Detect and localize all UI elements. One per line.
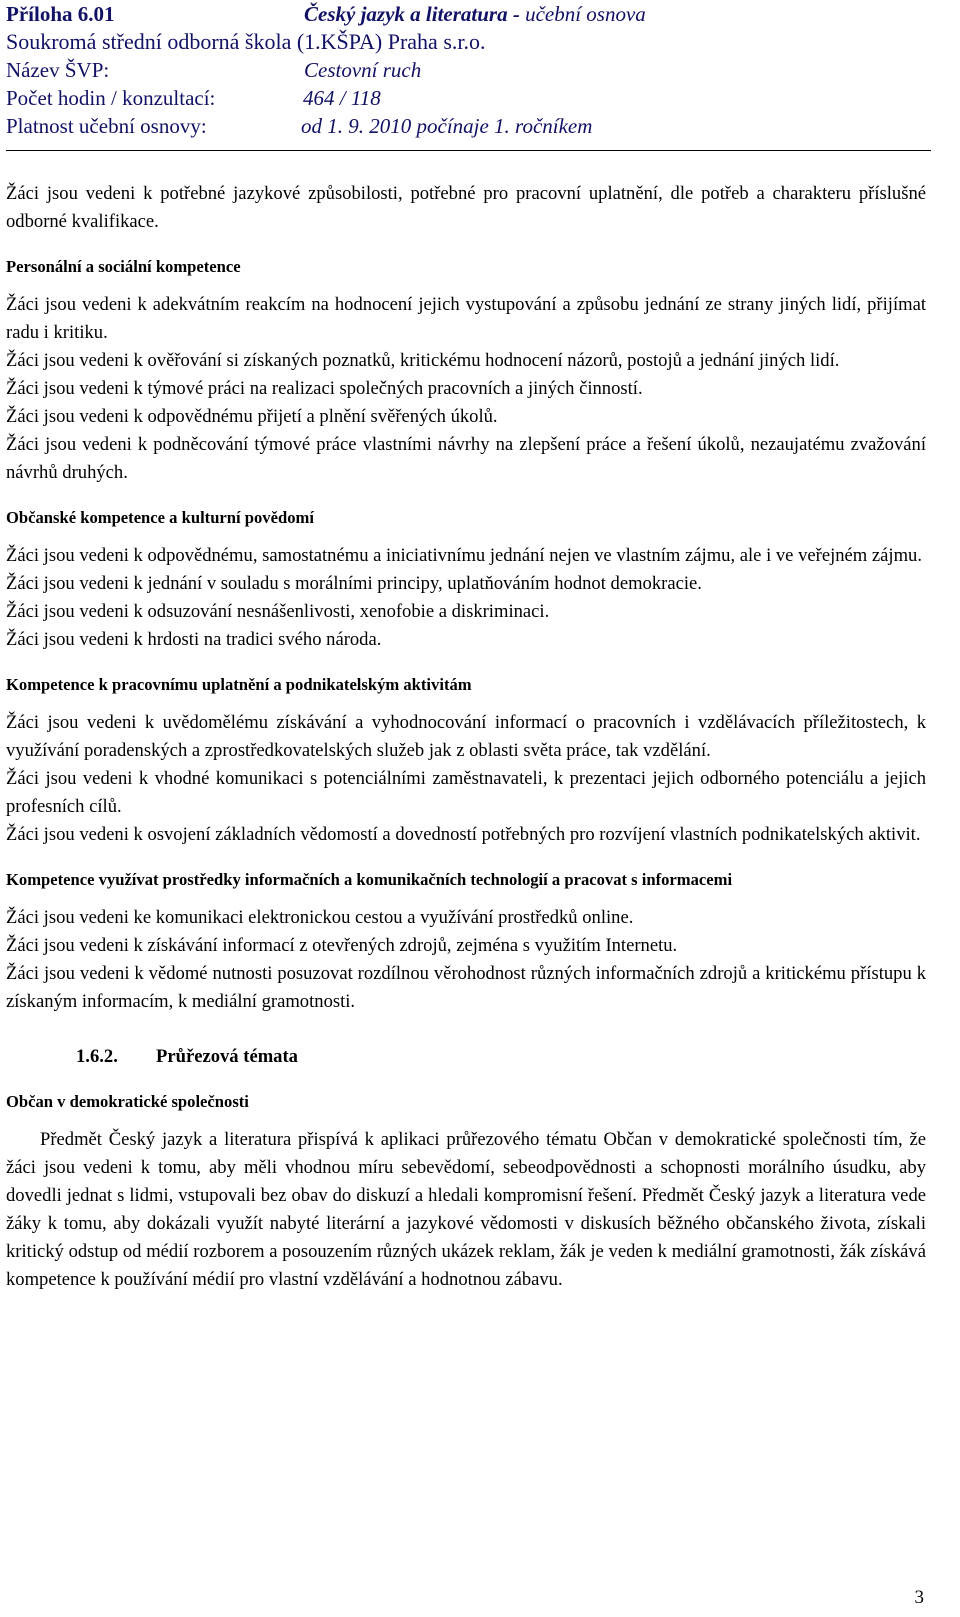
paragraph: Žáci jsou vedeni k získávání informací z otevřených zdrojů, zejména s využitím Internetu. xyxy=(6,935,678,956)
paragraph: Žáci jsou vedeni k ověřování si získaných poznatků, kritickému hodnocení názorů, postojů a jednání jiných lidí. xyxy=(6,350,840,371)
subject-title: Český jazyk a literatura - učební osnova xyxy=(304,2,646,26)
section-heading: Personální a sociální kompetence xyxy=(6,257,241,276)
document-body xyxy=(6,180,926,1294)
paragraph: Žáci jsou vedeni k vhodné komunikaci s potenciálními zaměstnavateli, k prezentaci jejich odborného potenciálu a jejich profesních cílů. xyxy=(6,768,926,817)
section-heading: Kompetence využívat prostředky informačních a komunikačních technologií a pracovat s informacemi xyxy=(6,870,733,889)
section-heading: Kompetence k pracovnímu uplatnění a podnikatelským aktivitám xyxy=(6,675,472,694)
paragraph: Předmět Český jazyk a literatura přispívá k aplikaci průřezového tématu Občan v demokratické společnosti tím, že žáci jsou vedeni k tomu, aby měli vhodnou míru sebevědomí, sebeodpovědnosti a schopnosti morálního úsudku, aby dovedli jednat s lidmi, vstupovali bez obav do diskuzí a hledali kompromisní řešení. Předmět Český jazyk a literatura vede žáky k tomu, aby dokázali využít nabyté literární a jazykové vědomosti v diskusích běžného občanského života, získali kritický odstup od médií rozborem a posouzením různých ukázek reklam, žák je veden k mediální gramotnosti, žák získává kompetence k používání médií pro vlastní vzdělávání a hodnotnou zábavu. xyxy=(6,1129,926,1290)
section-heading: Občan v demokratické společnosti xyxy=(6,1092,249,1111)
subsection-number: 1.6.2. xyxy=(76,1046,118,1067)
paragraph: Žáci jsou vedeni k vědomé nutnosti posuzovat rozdílnou věrohodnost různých informačních zdrojů a kritickému přístupu k získaným informacím, k mediální gramotnosti. xyxy=(6,963,926,1012)
header-divider xyxy=(6,150,931,151)
paragraph: Žáci jsou vedeni ke komunikaci elektronickou cestou a využívání prostředků online. xyxy=(6,907,634,928)
paragraph: Žáci jsou vedeni k odpovědnému, samostatnému a iniciativnímu jednání nejen ve vlastním zájmu, ale i ve veřejném zájmu. xyxy=(6,545,922,566)
paragraph: Žáci jsou vedeni k odpovědnému přijetí a plnění svěřených úkolů. xyxy=(6,406,498,427)
paragraph: Žáci jsou vedeni k odsuzování nesnášenlivosti, xenofobie a diskriminaci. xyxy=(6,601,550,622)
subsection-title xyxy=(6,1043,926,1071)
header-row-program: Název ŠVP: Cestovní ruch xyxy=(6,58,422,82)
document-page xyxy=(6,0,931,1290)
paragraph: Žáci jsou vedeni k týmové práci na realizaci společných pracovních a jiných činností. xyxy=(6,378,643,399)
section-heading: Občanské kompetence a kulturní povědomí xyxy=(6,508,314,527)
attachment-label: Příloha 6.01 xyxy=(6,2,115,26)
paragraph: Žáci jsou vedeni k uvědomělému získávání a vyhodnocování informací o pracovních i vzdělávacích příležitostech, k využívání poradenských a zprostředkovatelských služeb jak z oblasti světa práce, tak vzdělání. xyxy=(6,712,926,761)
paragraph: Žáci jsou vedeni k adekvátním reakcím na hodnocení jejich vystupování a způsobu jednání ze strany jiných lidí, přijímat radu i kritiku. xyxy=(6,294,926,343)
page-number: 3 xyxy=(914,1587,924,1608)
paragraph: Žáci jsou vedeni k osvojení základních vědomostí a dovedností potřebných pro rozvíjení vlastních podnikatelských aktivit. xyxy=(6,824,921,845)
header-row-hours: Počet hodin / konzultací: 464 / 118 xyxy=(6,86,381,110)
paragraph: Žáci jsou vedeni k jednání v souladu s morálními principy, uplatňováním hodnot demokracie. xyxy=(6,573,702,594)
paragraph: Žáci jsou vedeni k podněcování týmové práce vlastními návrhy na zlepšení práce a řešení úkolů, nezaujatému zvažování návrhů druhých. xyxy=(6,434,926,483)
school-name: Soukromá střední odborná škola (1.KŠPA) Praha s.r.o. xyxy=(6,29,486,54)
header-row-attachment xyxy=(6,0,931,28)
document-header xyxy=(6,0,931,140)
header-row-validity: Platnost učební osnovy: od 1. 9. 2010 počínaje 1. ročníkem xyxy=(6,114,593,138)
subsection-name: Průřezová témata xyxy=(156,1046,298,1067)
paragraph: Žáci jsou vedeni k hrdosti na tradici svého národa. xyxy=(6,629,382,650)
intro-paragraph: Žáci jsou vedeni k potřebné jazykové způsobilosti, potřebné pro pracovní uplatnění, dle potřeb a charakteru příslušné odborné kvalifikace. xyxy=(6,183,926,232)
